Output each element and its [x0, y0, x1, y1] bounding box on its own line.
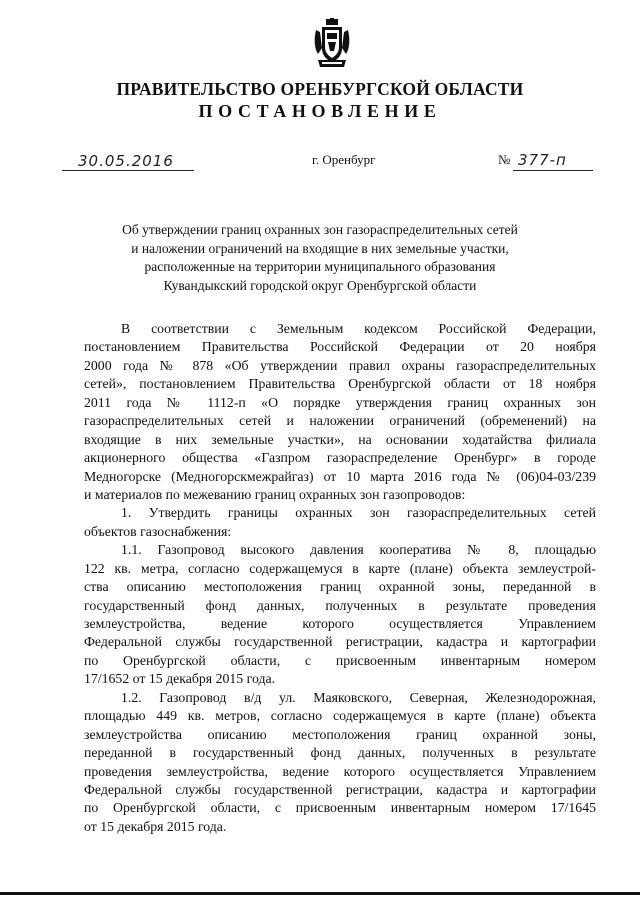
- body-line: акционерного общества «Газпром газораспределение Оренбург» в городе: [84, 450, 596, 466]
- document-body: [84, 320, 596, 836]
- body-line: и материалов по межеванию границ охранных зон газопроводов:: [84, 486, 466, 502]
- coat-of-arms-icon: [312, 18, 352, 68]
- body-line: газораспределительных сетей и наложении ограничений (обременений) на: [84, 413, 596, 429]
- body-line: ства описанию местоположения границ охранной зоны, переданной в: [84, 579, 596, 595]
- document-city: г. Оренбург: [312, 152, 376, 167]
- number-underline: [513, 170, 593, 171]
- body-line: объектов газоснабжения:: [84, 523, 232, 539]
- body-line: проведения землеустройства, ведение которого осуществляется Управлением: [84, 763, 596, 779]
- date-underline: [62, 170, 194, 171]
- body-line: Федеральной службы государственной регистрации, кадастра и картографии: [84, 634, 596, 650]
- number-label: №: [498, 152, 511, 167]
- body-line: 1.2. Газопровод в/д ул. Маяковского, Северная, Железнодорожная,: [121, 689, 596, 705]
- body-line: по Оренбургской области, с присвоенным инвентарным номером 17/1645: [84, 800, 596, 816]
- document-title: [60, 221, 580, 295]
- page-bottom-rule: [0, 892, 640, 895]
- title-line: и наложении ограничений на входящие в них земельные участки,: [131, 240, 509, 256]
- body-line: землеустройства описанию местоположения границ охранной зоны,: [84, 726, 596, 742]
- body-line: от 15 декабря 2015 года.: [84, 818, 227, 834]
- body-line: сетей», постановлением Правительства Оренбургской области от 18 ноября: [84, 376, 596, 392]
- body-line: 1. Утвердить границы охранных зон газораспределительных сетей: [121, 505, 596, 521]
- body-line: входящие в них земельные участки», на основании ходатайства филиала: [84, 431, 596, 447]
- body-line: 1.1. Газопровод высокого давления кооператива № 8, площадью: [121, 542, 596, 558]
- title-line: Об утверждении границ охранных зон газораспределительных сетей: [122, 222, 518, 237]
- body-line: по Оренбургской области, с присвоенным инвентарным номером: [84, 652, 596, 668]
- body-line: площадью 449 кв. метров, согласно содержащемуся в карте (плане) объекта: [84, 708, 596, 724]
- body-line: землеустройства, ведение которого осуществляется Управлением: [84, 616, 596, 631]
- body-line: Медногорске (Медногорскмежрайгаз) от 10 марта 2016 года № (06)04-03/239: [84, 468, 596, 484]
- organization-title: ПРАВИТЕЛЬСТВО ОРЕНБУРГСКОЙ ОБЛАСТИ: [116, 79, 524, 99]
- body-line: В соответствии с Земельным кодексом Российской Федерации,: [121, 321, 596, 336]
- body-line: Федеральной службы государственной регистрации, кадастра и картографии: [84, 781, 596, 797]
- body-line: 2011 года № 1112-п «О порядке утверждения границ охранных зон: [84, 394, 596, 410]
- document-date: 30.05.2016: [78, 152, 174, 170]
- document-type: ПОСТАНОВЛЕНИЕ: [198, 101, 442, 121]
- body-line: государственный фонд данных, полученных в результате проведения: [84, 597, 596, 613]
- document-number: 377-п: [518, 151, 567, 169]
- body-line: переданной в государственный фонд данных, полученных в результате: [84, 745, 596, 761]
- body-line: постановлением Правительства Российской Федерации от 20 ноября: [84, 339, 596, 355]
- title-line: расположенные на территории муниципального образования: [144, 259, 496, 274]
- body-line: 122 кв. метра, согласно содержащемуся в карте (плане) объекта землеустрой-: [84, 560, 596, 576]
- body-line: 17/1652 от 15 декабря 2015 года.: [84, 671, 276, 687]
- title-line: Кувандыкский городской округ Оренбургской области: [163, 277, 477, 293]
- body-line: 2000 года № 878 «Об утверждении правил охраны газораспределительных: [84, 357, 596, 373]
